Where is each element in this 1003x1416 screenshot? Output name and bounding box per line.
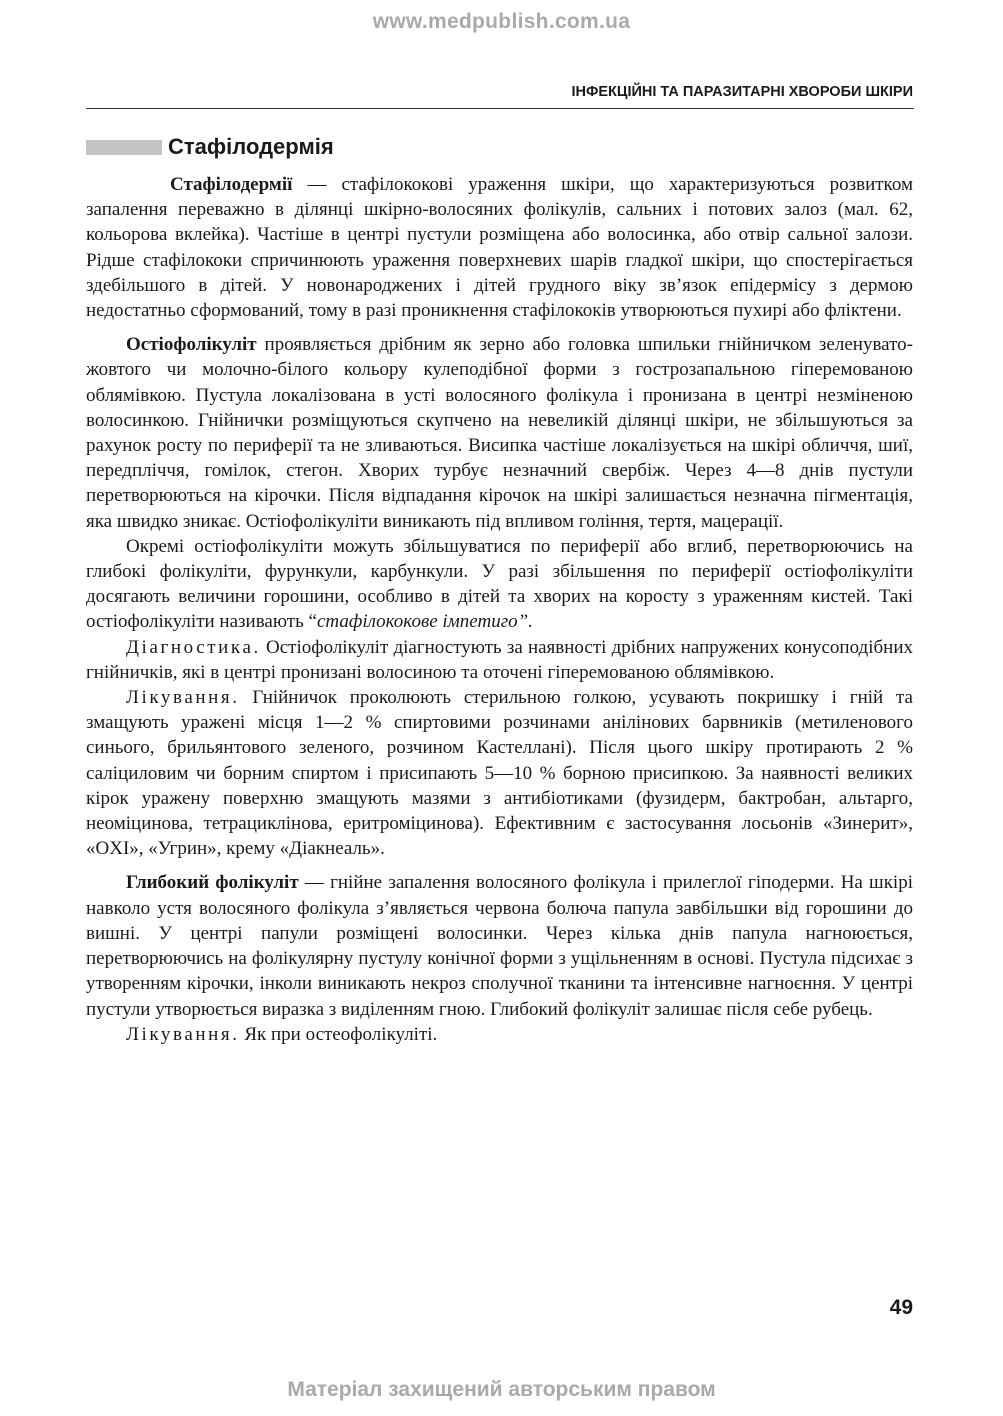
term-staphylodermii: Стафілодермії <box>170 174 293 195</box>
paragraph-text: проявляється дрібним як зерно або головка шпильки гнійничком зеленувато-жовтого чи молочно-білого кольору кулеподібної форми з гострозапальною гіперемованою облямівкою. Пустула локалізована в усті волосяного фолікула і пронизана в центрі незміненою волосинкою. Гнійнички розміщуються скупчено на невеликій ділянці шкіри, не збільшуються за рахунок росту по периферії та не зливаються. Висипка частіше локалізується на шкірі обличчя, шиї, передпліччя, гомілок, стегон. Хворих турбує незначний свербіж. Через 4—8 днів пустули перетворюються на кірочки. Після відпадання кірочок на шкірі залишається незначна пігментація, яка швидко зникає. Остіофолікуліти виникають під впливом гоління, тертя, мацерації. <box>86 334 913 532</box>
paragraph-deep-folliculitis <box>86 870 913 1021</box>
header-rule <box>86 108 914 109</box>
page-number: 49 <box>889 1296 913 1319</box>
lead-treatment: Лікування. <box>126 687 240 709</box>
paragraph-ostiofolliculitis <box>86 332 913 534</box>
italic-quote-close: ”. <box>517 611 533 633</box>
watermark-top: www.medpublish.com.ua <box>372 10 631 33</box>
paragraph-treatment <box>86 685 913 861</box>
paragraph-treatment-deep <box>86 1022 913 1047</box>
paragraph-diagnostics <box>86 635 913 685</box>
section-marker-bar <box>86 140 162 155</box>
paragraph-text: — гнійне запалення волосяного фолікула і прилеглої гіподерми. На шкірі навколо устя волосяного фолікула з’являється червона болюча папула завбільшки від горошини до вишні. У центрі папули розміщені волосинки. Через кілька днів папула нагноюється, перетворюючись на фолікулярну пустулу конічної форми з ущільненням в основі. Пустула підсихає з утворенням кірочки, інколи виникають некроз сполучної тканини та інтенсивне нагноєння. У центрі пустули утворюється виразка з виділенням гною. Глибокий фолікуліт залишає після себе рубець. <box>86 872 913 1020</box>
paragraph-text: Гнійничок проколюють стерильною голкою, усувають покришку і гній та змащують уражені місця 1—2 % спиртовими розчинами анілінових барвників (метиленового синього, брильянтового зеленого, розчином Кастеллані). Після цього шкіру протирають 2 % саліциловим чи борним спиртом і присипають 5—10 % борною присипкою. За наявності великих кірок уражену поверхню змащують мазями з антибіотиками (фузидерм, бактробан, альтарго, неоміцинова, тетрациклінова, еритроміцинова). Ефективним є застосування лосьонів «Зинерит», «OXI», «Угрин», крему «Діакнеаль». <box>86 687 913 860</box>
paragraph-text: — стафілококові ураження шкіри, що характеризуються розвитком запалення переважно в ділянці шкірно-волосяних фолікулів, сальних і потових залоз (мал. 62, кольорова вклейка). Частіше в центрі пустули розміщена або волосинка, або отвір сальної залози. Рідше стафілококи спричинюють ураження поверхневих шарів гладкої шкіри, що спостерігається здебільшого в дітей. У новонароджених і дітей грудного віку зв’язок епідермісу з дермою недостатньо сформований, тому в разі проникнення стафілококів утворюються пухирі або фліктени. <box>86 174 913 322</box>
section-heading <box>86 133 334 161</box>
running-head: ІНФЕКЦІЙНІ ТА ПАРАЗИТАРНІ ХВОРОБИ ШКІРИ <box>571 84 913 100</box>
term-deep-folliculitis: Глибокий фолікуліт <box>126 872 299 894</box>
term-ostiofolliculitis: Остіофолікуліт <box>126 334 257 356</box>
watermark-bottom: Матеріал захищений авторським правом <box>287 1378 716 1401</box>
lead-treatment-deep: Лікування. <box>126 1023 240 1045</box>
section-title: Стафілодермія <box>168 134 334 159</box>
paragraph-text: Остіофолікуліт діагностують за наявності дрібних напружених конусоподібних гнійничків, які в центрі пронизані волосиною та оточені гіперемованою облямівкою. <box>86 636 913 683</box>
body-text <box>86 172 913 1047</box>
lead-diagnostics: Діагностика. <box>126 636 261 658</box>
paragraph-staphyloderma <box>86 172 913 323</box>
paragraph-text: Окремі остіофолікуліти можуть збільшуватися по периферії або вглиб, перетворюючись на глибокі фолікуліти, фурункули, карбункули. У разі збільшення по периферії остіофолікуліти досягають величини горошини, особливо в дітей та хворих на коросту з ураженням кистей. Такі остіофолікуліти називають “ <box>86 535 913 633</box>
paragraph-progression <box>86 534 913 635</box>
italic-term-impetigo: стафілококове імпетиго <box>316 611 518 633</box>
paragraph-text: Як при остеофолікуліті. <box>239 1023 438 1045</box>
